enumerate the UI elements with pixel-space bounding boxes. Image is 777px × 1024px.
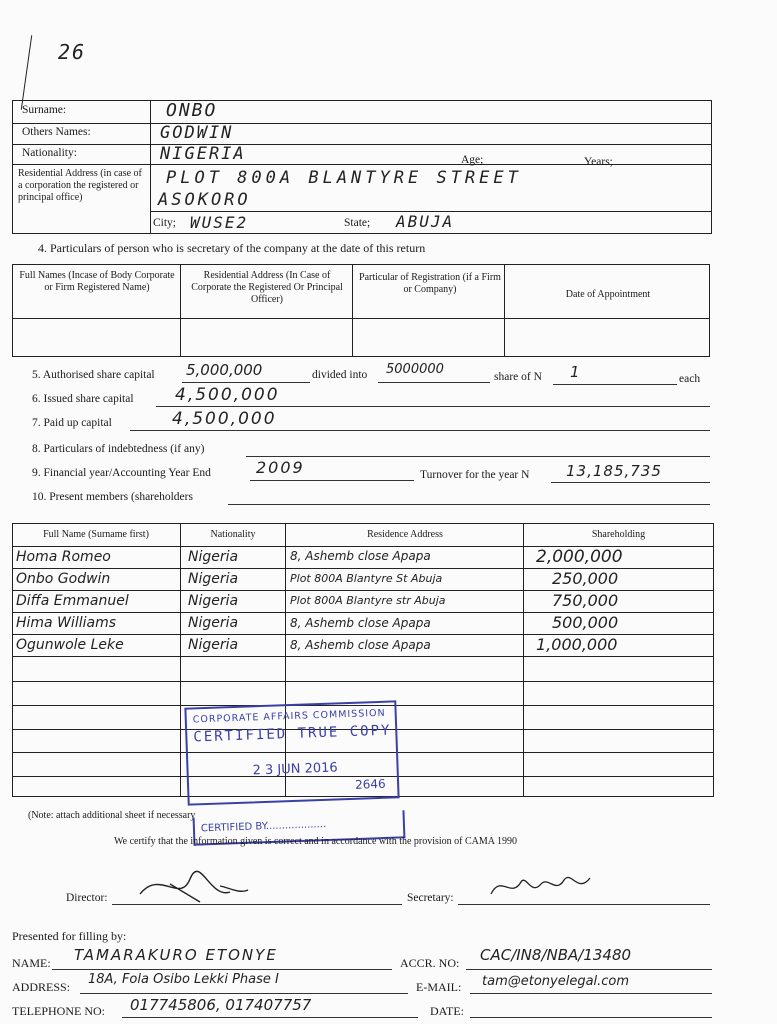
- telephone-label: TELEPHONE NO:: [12, 1004, 105, 1018]
- page-number: 26: [58, 40, 87, 64]
- table-row: Diffa Emmanuel: [16, 593, 129, 609]
- secretary-header-address: Residential Address (In Case of Corporate the Registered Or Principal Officer): [191, 270, 343, 305]
- financial-year-value: 2009: [256, 458, 305, 477]
- surname-value: ONBO: [166, 100, 218, 121]
- table-row-nationality: Nigeria: [188, 615, 239, 631]
- divided-into-value: 5000000: [386, 362, 444, 377]
- item5-label: 5. Authorised share capital: [32, 369, 155, 381]
- item9-label: 9. Financial year/Accounting Year End: [32, 467, 211, 479]
- table-row-address: 8, Ashemb close Apapa: [290, 638, 431, 652]
- members-header-address: Residence Address: [367, 529, 443, 540]
- presenter-name-label: NAME:: [12, 956, 51, 970]
- table-row-address: Plot 800A Blantyre str Abuja: [290, 594, 446, 607]
- presented-title: Presented for filling by:: [12, 929, 127, 943]
- table-row-address: 8, Ashemb close Apapa: [290, 549, 431, 563]
- table-row: Ogunwole Leke: [16, 637, 124, 653]
- certify-text: We certify that the information given is correct and in accordance with the provision of CAMA 1990: [114, 836, 517, 847]
- director-label: Director:: [66, 892, 108, 904]
- table-row-shares: 500,000: [552, 613, 619, 632]
- table-row-shares: 2,000,000: [536, 547, 623, 567]
- city-label: City;: [153, 217, 177, 229]
- table-row-address: 8, Ashemb close Apapa: [290, 616, 431, 630]
- certified-true-copy-stamp: [184, 700, 399, 805]
- table-row-shares: 750,000: [552, 591, 619, 610]
- email-label: E-MAIL:: [416, 980, 462, 994]
- presenter-address-label: ADDRESS:: [12, 980, 71, 994]
- table-row-nationality: Nigeria: [188, 549, 239, 565]
- stamp-number: 2646: [354, 776, 386, 792]
- table-row-nationality: Nigeria: [188, 593, 239, 609]
- members-header-nationality: Nationality: [210, 529, 256, 540]
- note-text: (Note: attach additional sheet if necessary: [28, 810, 196, 821]
- table-row-nationality: Nigeria: [188, 571, 239, 587]
- issued-capital-value: 4,500,000: [175, 385, 280, 405]
- table-row: Homa Romeo: [16, 549, 111, 565]
- others-names-label: Others Names:: [22, 126, 91, 138]
- secretary-header-registration: Particular of Registration (if a Firm or Company): [359, 272, 501, 295]
- secretary-header-date: Date of Appointment: [565, 289, 651, 300]
- accr-no-label: ACCR. NO:: [400, 956, 460, 970]
- certified-by-text: CERTIFIED BY...................: [200, 819, 327, 835]
- item10-label: 10. Present members (shareholders: [32, 491, 193, 503]
- state-label: State;: [344, 217, 371, 229]
- table-row: Hima Williams: [16, 615, 116, 631]
- stamp-line1: CORPORATE AFFAIRS COMMISSION: [192, 707, 386, 726]
- authorised-capital-value: 5,000,000: [186, 361, 263, 379]
- date-label: DATE:: [430, 1004, 464, 1018]
- presenter-address-value: 18A, Fola Osibo Lekki Phase I: [88, 972, 279, 987]
- residential-address-label: Residential Address (in case of a corporation the registered or principal office): [18, 168, 142, 203]
- address-line2-value: ASOKORO: [158, 190, 251, 210]
- secretary-label: Secretary:: [407, 892, 454, 904]
- members-header-name: Full Name (Surname first): [43, 529, 149, 540]
- table-row-address: Plot 800A Blantyre St Abuja: [290, 572, 443, 585]
- item6-label: 6. Issued share capital: [32, 393, 134, 405]
- section4-title: 4. Particulars of person who is secretary of the company at the date of this return: [38, 241, 426, 255]
- director-signature: [130, 864, 250, 908]
- presenter-name-value: TAMARAKURO ETONYE: [74, 946, 278, 964]
- share-of-label: share of N: [494, 371, 542, 383]
- stamp-line2: CERTIFIED TRUE COPY: [193, 722, 392, 746]
- members-header-shareholding: Shareholding: [591, 529, 646, 540]
- secretary-signature: [486, 864, 596, 906]
- turnover-value: 13,185,735: [566, 462, 662, 480]
- table-row-nationality: Nigeria: [188, 637, 239, 653]
- accr-no-value: CAC/IN8/NBA/13480: [480, 946, 632, 964]
- table-row-shares: 1,000,000: [536, 635, 618, 654]
- stamp-date: 2 3 JUN 2016: [252, 760, 338, 779]
- state-value: ABUJA: [396, 212, 455, 231]
- item7-label: 7. Paid up capital: [32, 417, 112, 429]
- table-row-shares: 250,000: [552, 569, 619, 588]
- margin-line: [21, 35, 32, 109]
- paid-up-capital-value: 4,500,000: [172, 409, 277, 429]
- others-names-value: GODWIN: [160, 123, 234, 143]
- surname-label: Surname:: [22, 104, 67, 116]
- address-line1-value: PLOT 800A BLANTYRE STREET: [166, 168, 522, 188]
- each-label: each: [679, 373, 701, 385]
- age-label: Age;: [461, 154, 484, 166]
- share-of-value: 1: [570, 363, 580, 381]
- divided-into-label: divided into: [312, 369, 368, 381]
- item8-label: 8. Particulars of indebtedness (if any): [32, 443, 205, 455]
- city-value: WUSE2: [190, 213, 249, 232]
- nationality-label: Nationality:: [22, 147, 77, 159]
- telephone-value: 017745806, 017407757: [130, 996, 312, 1014]
- years-label: Years;: [584, 156, 613, 168]
- turnover-label: Turnover for the year N: [420, 469, 530, 481]
- email-value: tam@etonyelegal.com: [482, 974, 630, 989]
- table-row: Onbo Godwin: [16, 571, 111, 587]
- nationality-value: NIGERIA: [160, 144, 246, 164]
- secretary-header-name: Full Names (Incase of Body Corporate or Firm Registered Name): [19, 270, 175, 293]
